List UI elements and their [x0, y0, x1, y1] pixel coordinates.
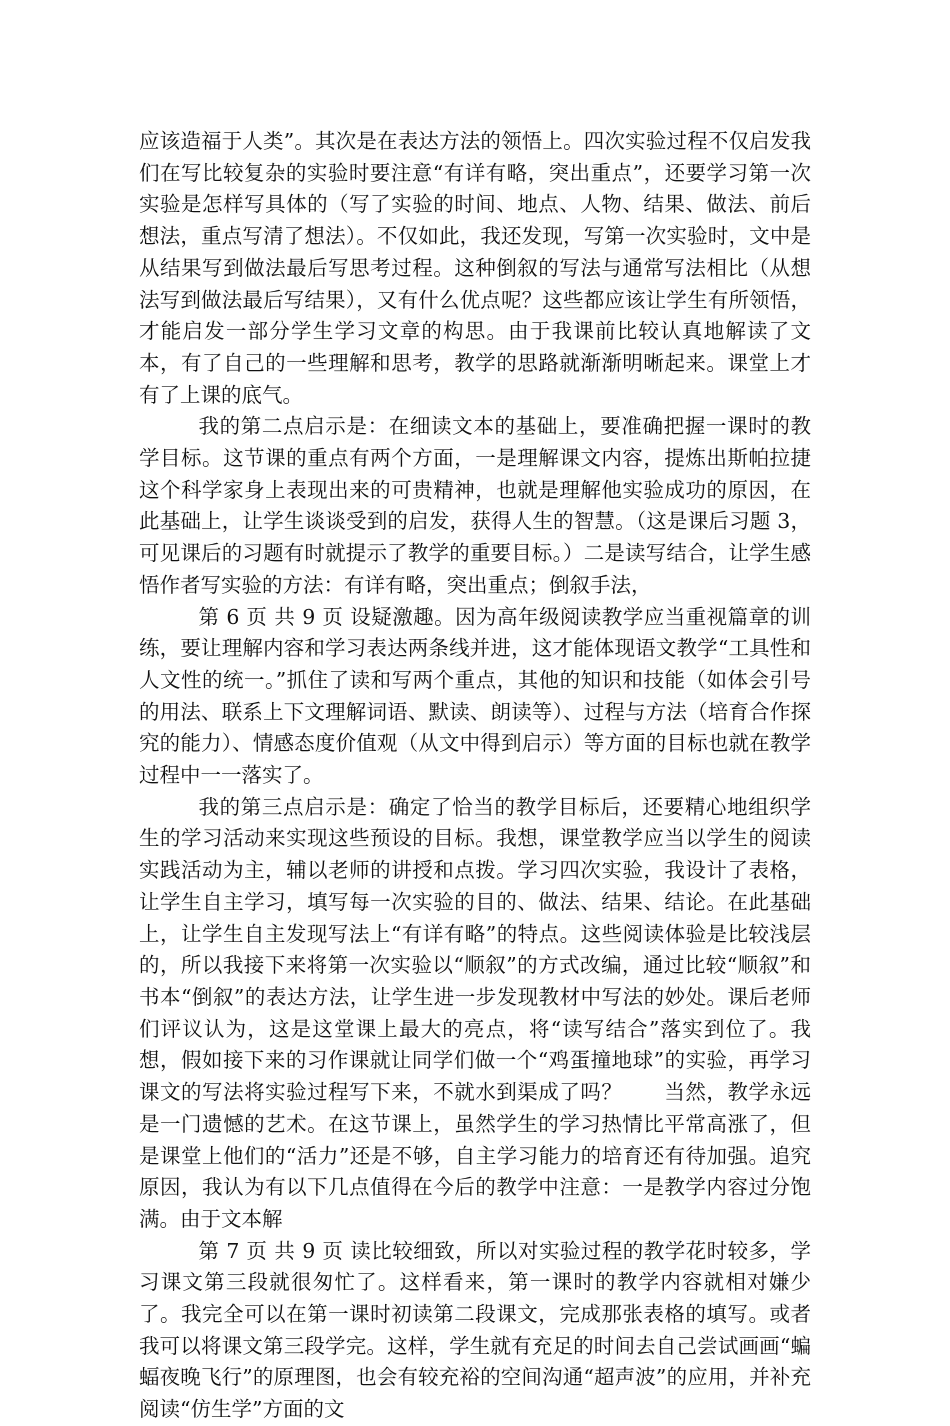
paragraph-5: [139, 1236, 811, 1426]
paragraph-3-text: 设疑激趣。因为高年级阅读教学应当重视篇章的训练，要让理解内容和学习表达两条线并进，这才能体现语文教学“工具性和人文性的统一。”抓住了读和写两个重点，其他的知识和技能（如体会引号的用法、联系上下文理解词语、默读、朗读等）、过程与方法（培育合作探究的能力）、情感态度价值观（从文中得到启示）等方面的目标也就在教学过程中一一落实了。: [139, 604, 812, 788]
paragraph-1-text: 应该造福于人类”。其次是在表达方法的领悟上。四次实验过程不仅启发我们在写比较复杂的实验时要注意“有详有略，突出重点”，还要学习第一次实验是怎样写具体的（写了实验的时间、地点、人物、结果、做法、前后想法，重点写清了想法）。不仅如此，我还发现，写第一次实验时，文中是从结果写到做法最后写思考过程。这种倒叙的写法与通常写法相比（从想法写到做法最后写结果），又有什么优点呢？这些都应该让学生有所领悟，才能启发一部分学生学习文章的构思。由于我课前比较认真地解读了文本，有了自己的一些理解和思考，教学的思路就渐渐明晰起来。课堂上才有了上课的底气。: [139, 129, 811, 407]
paragraph-2: [139, 411, 811, 601]
page-number-marker-6: 第 6 页 共 9 页: [198, 604, 351, 629]
document-page: [139, 126, 811, 1426]
paragraph-2-text: 我的第二点启示是：在细读文本的基础上，要准确把握一课时的教学目标。这节课的重点有两个方面，一是理解课文内容，提炼出斯帕拉捷这个科学家身上表现出来的可贵精神，也就是理解他实验成功的原因，在此基础上，让学生谈谈受到的启发，获得人生的智慧。（这是课后习题 3，可见课后的习题有时就提示了教学的重要目标。）二是读写结合，让学生感悟作者写实验的方法：有详有略，突出重点；倒叙手法，: [139, 414, 811, 597]
page-number-marker-7: 第 7 页 共 9 页: [198, 1238, 351, 1263]
paragraph-4-text: 我的第三点启示是：确定了恰当的教学目标后，还要精心地组织学生的学习活动来实现这些预设的目标。我想，课堂教学应当以学生的阅读实践活动为主，辅以老师的讲授和点拨。学习四次实验，我设计了表格，让学生自主学习，填写每一次实验的目的、做法、结果、结论。在此基础上，让学生自主发现写法上“有详有略”的特点。这些阅读体验是比较浅层的，所以我接下来将第一次实验以“顺叙”的方式改编，通过比较“顺叙”和书本“倒叙”的表达方法，让学生进一步发现教材中写法的妙处。课后老师们评议认为，这是这堂课上最大的亮点，将“读写结合”落实到位了。我想，假如接下来的习作课就让同学们做一个“鸡蛋撞地球”的实验，再学习课文的写法将实验过程写下来，不就水到渠成了吗？ 当然，教学永远是一门遗憾的艺术。在这节课上，虽然学生的学习热情比平常高涨了，但是课堂上他们的“活力”还是不够，自主学习能力的培育还有待加强。追究原因，我认为有以下几点值得在今后的教学中注意：一是教学内容过分饱满。由于文本解: [139, 794, 811, 1231]
paragraph-3: [139, 602, 811, 792]
paragraph-5-text: 读比较细致，所以对实验过程的教学花时较多，学习课文第三段就很匆忙了。这样看来，第一课时的教学内容就相对嫌少了。我完全可以在第一课时初读第二段课文，完成那张表格的填写。或者我可以将课文第三段学完。这样，学生就有充足的时间去自己尝试画画“蝙蝠夜晚飞行”的原理图，也会有较充裕的空间沟通“超声波”的应用，并补充阅读“仿生学”方面的文: [139, 1238, 812, 1422]
paragraph-4: [139, 792, 811, 1236]
paragraph-1: [139, 126, 811, 411]
